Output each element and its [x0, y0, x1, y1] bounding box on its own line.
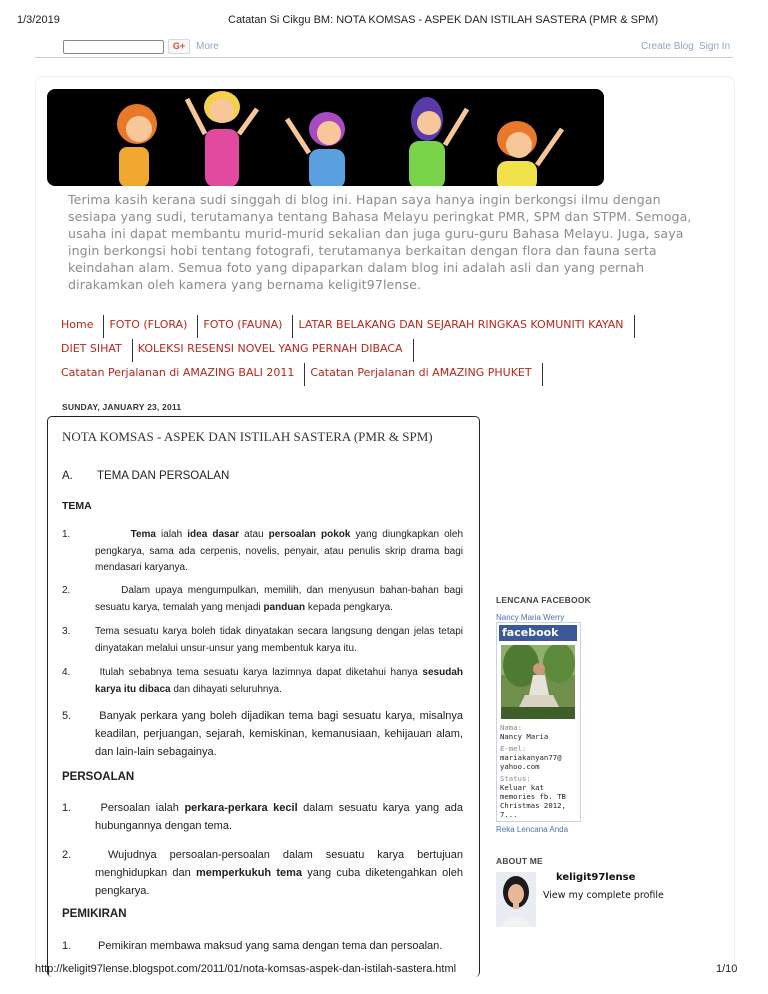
- item-number: 1.: [62, 940, 72, 952]
- create-badge-link[interactable]: Reka Lencana Anda: [496, 825, 569, 834]
- blog-header-banner[interactable]: [47, 89, 604, 186]
- about-blog-name[interactable]: keligit97lense: [556, 872, 636, 883]
- post-date-header: SUNDAY, JANUARY 23, 2011: [62, 402, 182, 412]
- list-item: [62, 665, 464, 699]
- post-title[interactable]: NOTA KOMSAS - ASPEK DAN ISTILAH SASTERA (PMR & SPM): [62, 429, 433, 444]
- section-a-number: A.: [62, 470, 73, 482]
- tab-row: [56, 314, 726, 338]
- print-title: Catatan Si Cikgu BM: NOTA KOMSAS - ASPEK DAN ISTILAH SASTERA (PMR & SPM): [228, 14, 659, 26]
- item-text: Tema ialah idea dasar atau persoalan pokok yang diungkapkan oleh pengkarya, sama ada cerpenis, novelis, penyair, atau penulis skrip drama bagi mendasari karyanya.: [95, 529, 464, 573]
- view-profile-link[interactable]: View my complete profile: [543, 890, 664, 901]
- more-link[interactable]: More: [196, 41, 219, 52]
- tab-foto-flora[interactable]: FOTO (FLORA): [104, 315, 198, 338]
- list-item: [62, 624, 464, 658]
- fb-email-label: E-mel:: [500, 744, 527, 753]
- section-a-title: TEMA DAN PERSOALAN: [97, 470, 230, 482]
- facebook-badge-heading: LENCANA FACEBOOK: [496, 595, 591, 605]
- fb-profile-photo: [501, 645, 575, 719]
- list-item: [62, 799, 464, 837]
- fb-status-value: Keluar kat memories fb. TB Christmas 2012, 7...: [500, 783, 566, 819]
- fb-name-label: Nama:: [500, 723, 522, 732]
- item-number: 2.: [62, 849, 72, 861]
- list-item: [62, 846, 464, 902]
- item-text: Banyak perkara yang boleh dijadikan tema bagi sesuatu karya, misalnya keadilan, perjuangan, sejarah, kemiskinan, kemanusiaan, kehijauan alam, dan lain-lain sebagainya.: [95, 710, 463, 758]
- list-item: [62, 707, 464, 763]
- pemikiran-heading: PEMIKIRAN: [62, 908, 127, 920]
- dancing-girls-illustration: [47, 89, 604, 186]
- navbar-divider: [35, 57, 733, 58]
- sign-in-link[interactable]: Sign In: [699, 41, 731, 52]
- list-item: [62, 937, 464, 957]
- list-item: [62, 583, 464, 617]
- item-number: 3.: [62, 626, 71, 637]
- create-blog-link[interactable]: Create Blog: [641, 41, 694, 52]
- section-a-heading: [62, 470, 230, 482]
- blog-description: Terima kasih kerana sudi singgah di blog ini. Hapan saya hanya ingin berkongsi ilmu dengan sesiapa yang sudi, terutamanya tentang Bahasa Melayu peringkat PMR, SPM dan STPM. Semoga, usaha ini dapat membantu murid-murid sekalian dan juga guru-guru Bahasa Melayu. Juga, saya ingin berkongsi hobi tentang fotografi, terutamanya berkaitan dengan flora dan fauna serta keindahan alam. Semua foto yang dipaparkan dalam blog ini adalah asli dan yang pernah dirakamkan oleh kamera yang bernama keligit97lense.: [68, 192, 692, 292]
- item-text: Pemikiran membawa maksud yang sama dengan tema dan persoalan.: [95, 940, 443, 952]
- tab-diet-sihat[interactable]: DIET SIHAT: [56, 339, 133, 362]
- tab-phuket[interactable]: Catatan Perjalanan di AMAZING PHUKET: [305, 363, 542, 386]
- tab-latar-belakang[interactable]: LATAR BELAKANG DAN SEJARAH RINGKAS KOMUNITI KAYAN: [293, 315, 634, 338]
- item-text: Wujudnya persoalan-persoalan dalam sesuatu karya bertujuan menghidupkan dan memperkukuh tema yang cuba diketengahkan oleh pengkarya.: [95, 849, 463, 897]
- facebook-logo: facebook: [499, 625, 577, 641]
- tab-koleksi-resensi[interactable]: KOLEKSI RESENSI NOVEL YANG PERNAH DIBACA: [133, 339, 414, 362]
- print-url: http://keligit97lense.blogspot.com/2011/01/nota-komsas-aspek-dan-istilah-sastera.html: [35, 963, 457, 975]
- page-tabs: [56, 314, 726, 386]
- tab-row: [56, 338, 726, 362]
- facebook-badge[interactable]: [496, 622, 581, 822]
- google-plus-button[interactable]: G+: [168, 39, 190, 54]
- item-text: Tema sesuatu karya boleh tidak dinyatakan secara langsung dengan jelas tetapi dinyatakan melalui unsur-unsur yang membentuk karya itu.: [95, 626, 463, 654]
- fb-email-value: mariakanyan77@ yahoo.com: [500, 753, 562, 771]
- tab-foto-fauna[interactable]: FOTO (FAUNA): [198, 315, 293, 338]
- item-number: 2.: [62, 585, 71, 596]
- tab-bali[interactable]: Catatan Perjalanan di AMAZING BALI 2011: [56, 363, 305, 386]
- fb-name-value: Nancy Maria: [500, 732, 549, 741]
- tema-heading: TEMA: [62, 500, 92, 512]
- item-number: 1.: [62, 529, 71, 540]
- item-number: 1.: [62, 802, 72, 814]
- item-text: Persoalan ialah perkara-perkara kecil dalam sesuatu karya yang ada hubungannya dengan tema.: [95, 802, 463, 832]
- persoalan-heading: PERSOALAN: [62, 771, 135, 783]
- print-date: 1/3/2019: [17, 14, 60, 26]
- item-number: 4.: [62, 667, 71, 678]
- item-text: Dalam upaya mengumpulkan, memilih, dan menyusun bahan-bahan bagi sesuatu karya, temalah yang menjadi panduan kepada pengkarya.: [95, 585, 463, 613]
- item-text: Itulah sebabnya tema sesuatu karya lazimnya dapat diketahui hanya sesudah karya itu dibaca dan dihayati seluruhnya.: [95, 667, 463, 695]
- list-item: [62, 527, 464, 573]
- print-page-number: 1/10: [716, 963, 738, 975]
- item-number: 5.: [62, 710, 72, 722]
- tab-row: [56, 362, 726, 386]
- avatar[interactable]: [496, 872, 536, 927]
- fb-status-label: Status:: [500, 774, 531, 783]
- fb-profile-link[interactable]: Nancy Maria Werry: [496, 613, 565, 622]
- about-me-heading: ABOUT ME: [496, 856, 543, 866]
- navbar-search-input[interactable]: [63, 40, 164, 54]
- tab-home[interactable]: Home: [56, 315, 104, 338]
